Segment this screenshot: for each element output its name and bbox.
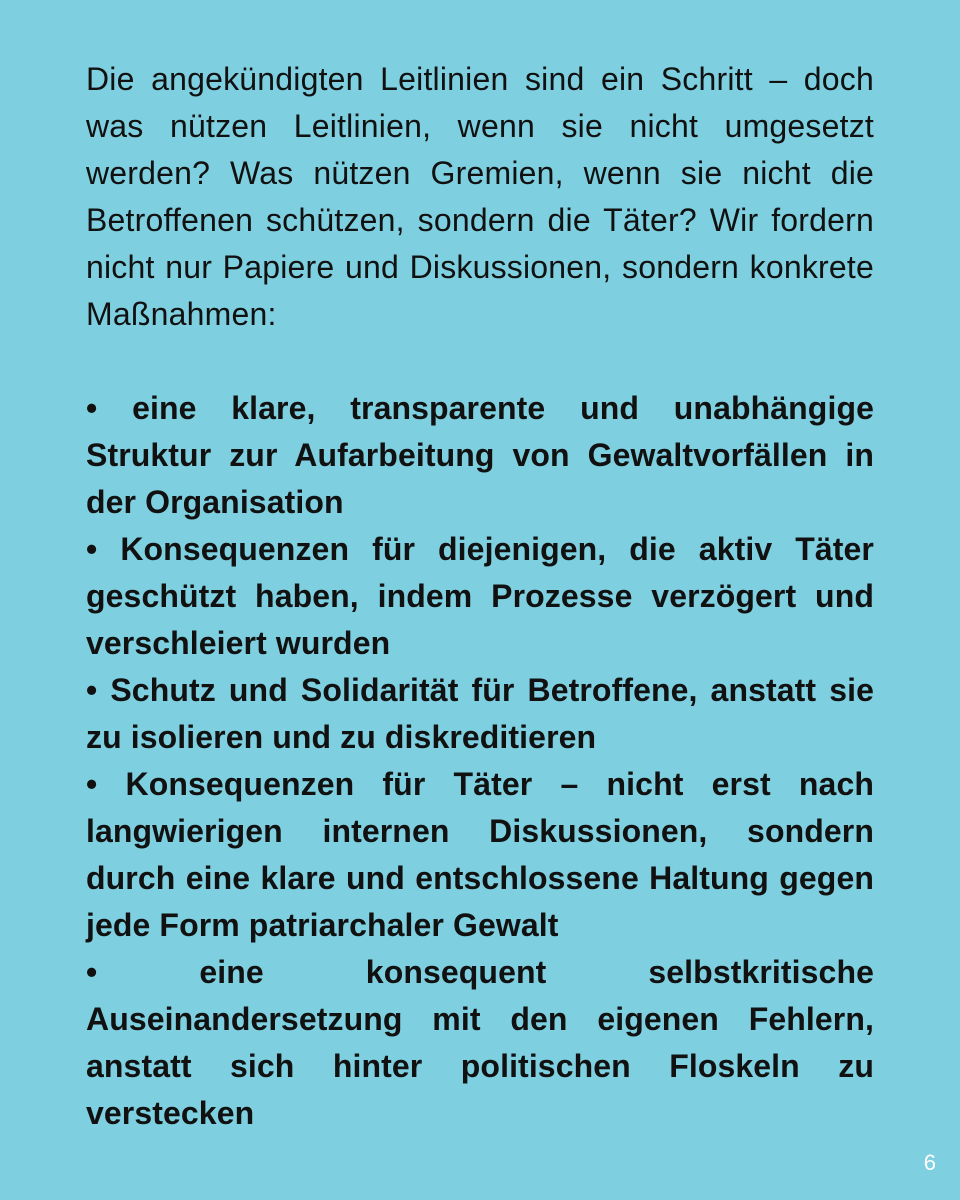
demand-item [86, 385, 874, 526]
demand-text: Konsequenzen für Täter – nicht erst nach langwierigen internen Diskussionen, sondern durch eine klare und entschlossene Haltung gegen jede Form patriarchaler Gewalt [86, 766, 874, 943]
bullet-symbol: • [86, 672, 98, 708]
demand-item [86, 761, 874, 949]
slide-content [86, 56, 874, 1137]
demand-text: eine konsequent selbstkritische Auseinandersetzung mit den eigenen Fehlern, anstatt sich hinter politischen Floskeln zu verstecken [86, 954, 874, 1131]
page-number: 6 [923, 1150, 936, 1175]
demand-text: eine klare, transparente und unabhängige Struktur zur Aufarbeitung von Gewaltvorfällen in der Organisation [86, 390, 874, 520]
bullet-symbol: • [86, 954, 98, 990]
demand-text: Konsequenzen für diejenigen, die aktiv Täter geschützt haben, indem Prozesse verzögert und verschleiert wurden [86, 531, 874, 661]
bullet-symbol: • [86, 766, 98, 802]
demand-item [86, 667, 874, 761]
demands-list [86, 385, 874, 1137]
demand-item [86, 526, 874, 667]
bullet-symbol: • [86, 531, 98, 567]
demand-text: Schutz und Solidarität für Betroffene, anstatt sie zu isolieren und zu diskreditieren [86, 672, 874, 755]
demand-item [86, 949, 874, 1137]
bullet-symbol: • [86, 390, 98, 426]
intro-paragraph: Die angekündigten Leitlinien sind ein Schritt – doch was nützen Leitlinien, wenn sie nicht umgesetzt werden? Was nützen Gremien, wenn sie nicht die Betroffenen schützen, sondern die Täter? Wir fordern nicht nur Papiere und Diskussionen, sondern konkrete Maßnahmen: [86, 61, 874, 332]
